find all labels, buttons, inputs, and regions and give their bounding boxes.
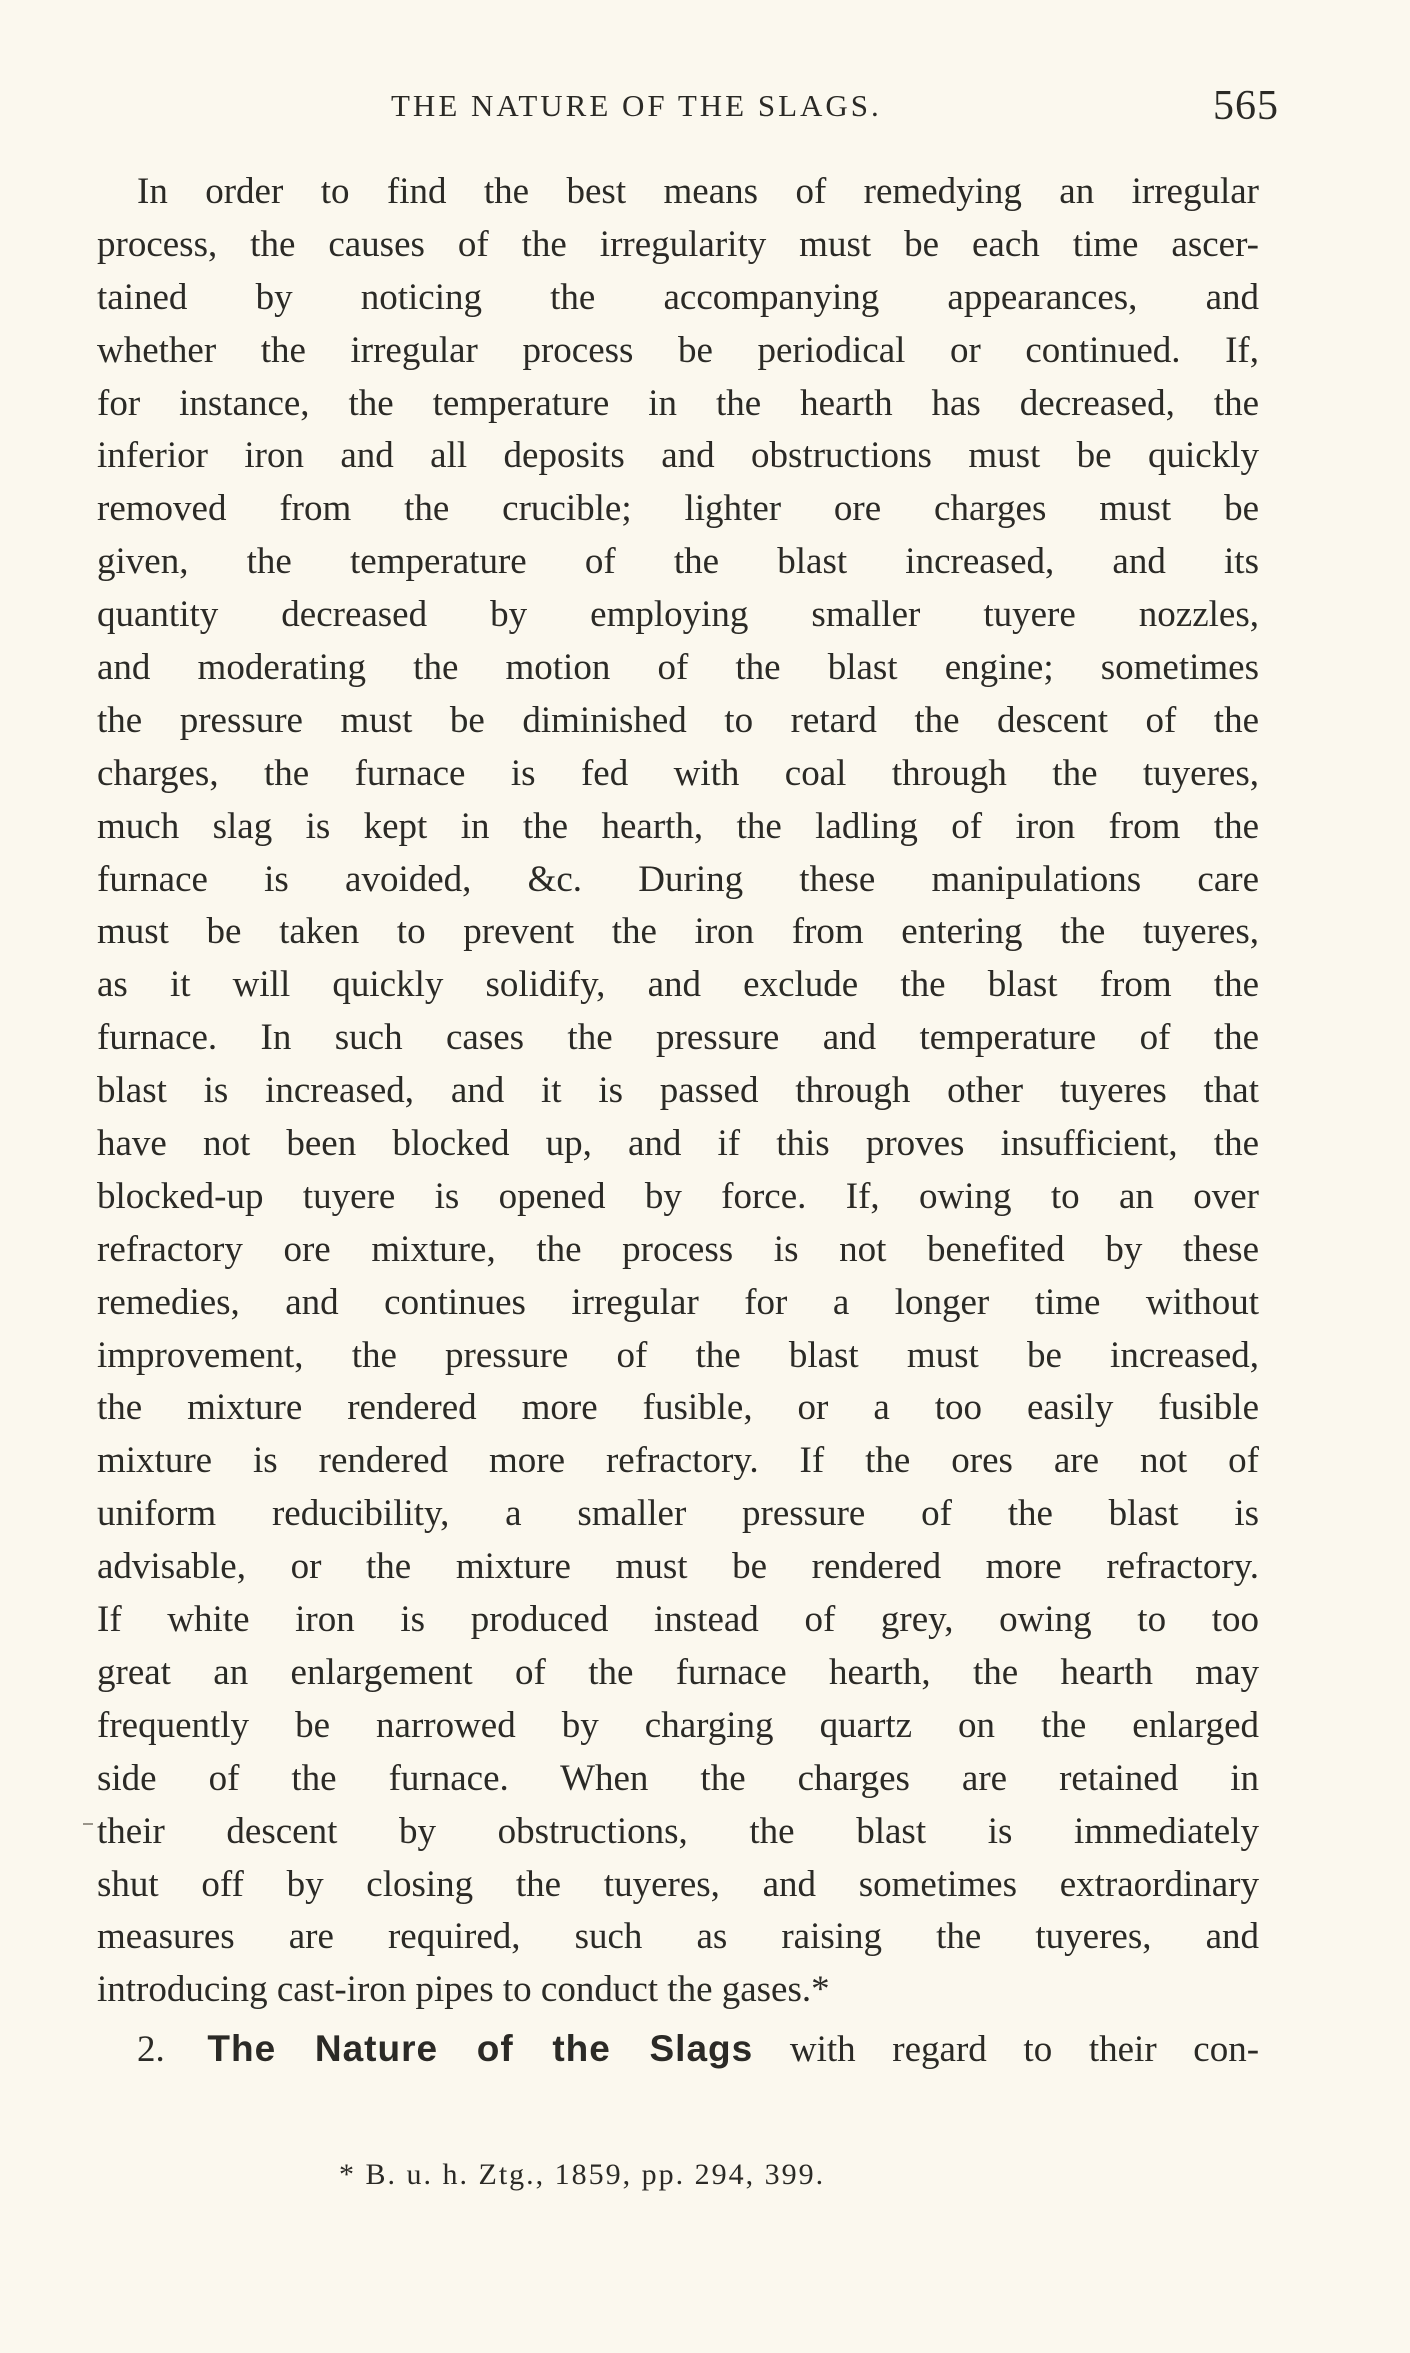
footnote: * B. u. h. Ztg., 1859, pp. 294, 399. <box>339 2158 826 2191</box>
text-line: mixture is rendered more refractory. If the ores are not of <box>97 1440 1259 1482</box>
text-line: removed from the crucible; lighter ore charges must be <box>97 488 1259 530</box>
text-line: the mixture rendered more fusible, or a too easily fusible <box>97 1387 1259 1429</box>
text-line: for instance, the temperature in the hearth has decreased, the <box>97 382 1259 424</box>
text-line: frequently be narrowed by charging quartz on the enlarged <box>97 1704 1259 1746</box>
section-continuation: with regard to their con- <box>789 2029 1260 2070</box>
text-line: improvement, the pressure of the blast must be increased, <box>97 1334 1259 1376</box>
text-line: must be taken to prevent the iron from entering the tuyeres, <box>97 911 1259 953</box>
text-line: blast is increased, and it is passed through other tuyeres that <box>97 1070 1259 1112</box>
text-line: introducing cast-iron pipes to conduct the gases.* <box>97 1969 830 2011</box>
text-line: furnace is avoided, &c. During these manipulations care <box>97 858 1259 900</box>
running-title: THE NATURE OF THE SLAGS. <box>391 88 882 123</box>
running-head <box>0 82 1410 142</box>
text-line: given, the temperature of the blast increased, and its <box>97 541 1259 583</box>
text-line: If white iron is produced instead of grey, owing to too <box>97 1599 1259 1641</box>
text-line: have not been blocked up, and if this proves insufficient, the <box>97 1123 1259 1165</box>
text-line: measures are required, such as raising the tuyeres, and <box>97 1916 1259 1958</box>
text-line: side of the furnace. When the charges are retained in <box>97 1757 1259 1799</box>
text-line: In order to find the best means of remedying an irregular <box>137 171 1259 212</box>
section-number: 2. <box>137 2029 165 2070</box>
section-heading <box>137 2022 1259 2076</box>
text-line: advisable, or the mixture must be rendered more refractory. <box>97 1546 1259 1588</box>
text-line: shut off by closing the tuyeres, and sometimes extraordinary <box>97 1863 1259 1905</box>
margin-mark <box>83 1823 93 1825</box>
text-line: and moderating the motion of the blast engine; sometimes <box>97 647 1259 689</box>
text-line: the pressure must be diminished to retard the descent of the <box>97 699 1259 741</box>
text-line: quantity decreased by employing smaller tuyere nozzles, <box>97 594 1259 636</box>
text-line: as it will quickly solidify, and exclude the blast from the <box>97 964 1259 1006</box>
text-line: blocked-up tuyere is opened by force. If, owing to an over <box>97 1175 1259 1217</box>
text-line: furnace. In such cases the pressure and temperature of the <box>97 1017 1259 1059</box>
text-line: their descent by obstructions, the blast is immediately <box>97 1810 1259 1852</box>
text-line: whether the irregular process be periodical or continued. If, <box>97 329 1259 371</box>
text-line: much slag is kept in the hearth, the ladling of iron from the <box>97 805 1259 847</box>
text-line: great an enlargement of the furnace hearth, the hearth may <box>97 1651 1259 1693</box>
text-line: remedies, and continues irregular for a longer time without <box>97 1281 1259 1323</box>
page-number: 565 <box>1213 83 1279 129</box>
text-line: process, the causes of the irregularity must be each time ascer- <box>97 223 1259 265</box>
text-line: inferior iron and all deposits and obstructions must be quickly <box>97 435 1259 477</box>
text-line: refractory ore mixture, the process is not benefited by these <box>97 1228 1259 1270</box>
section-title: The Nature of the Slags <box>207 2028 754 2069</box>
body-paragraph <box>97 166 1259 2017</box>
text-line: tained by noticing the accompanying appearances, and <box>97 276 1259 318</box>
text-line: charges, the furnace is fed with coal through the tuyeres, <box>97 752 1259 794</box>
text-line: uniform reducibility, a smaller pressure of the blast is <box>97 1493 1259 1535</box>
